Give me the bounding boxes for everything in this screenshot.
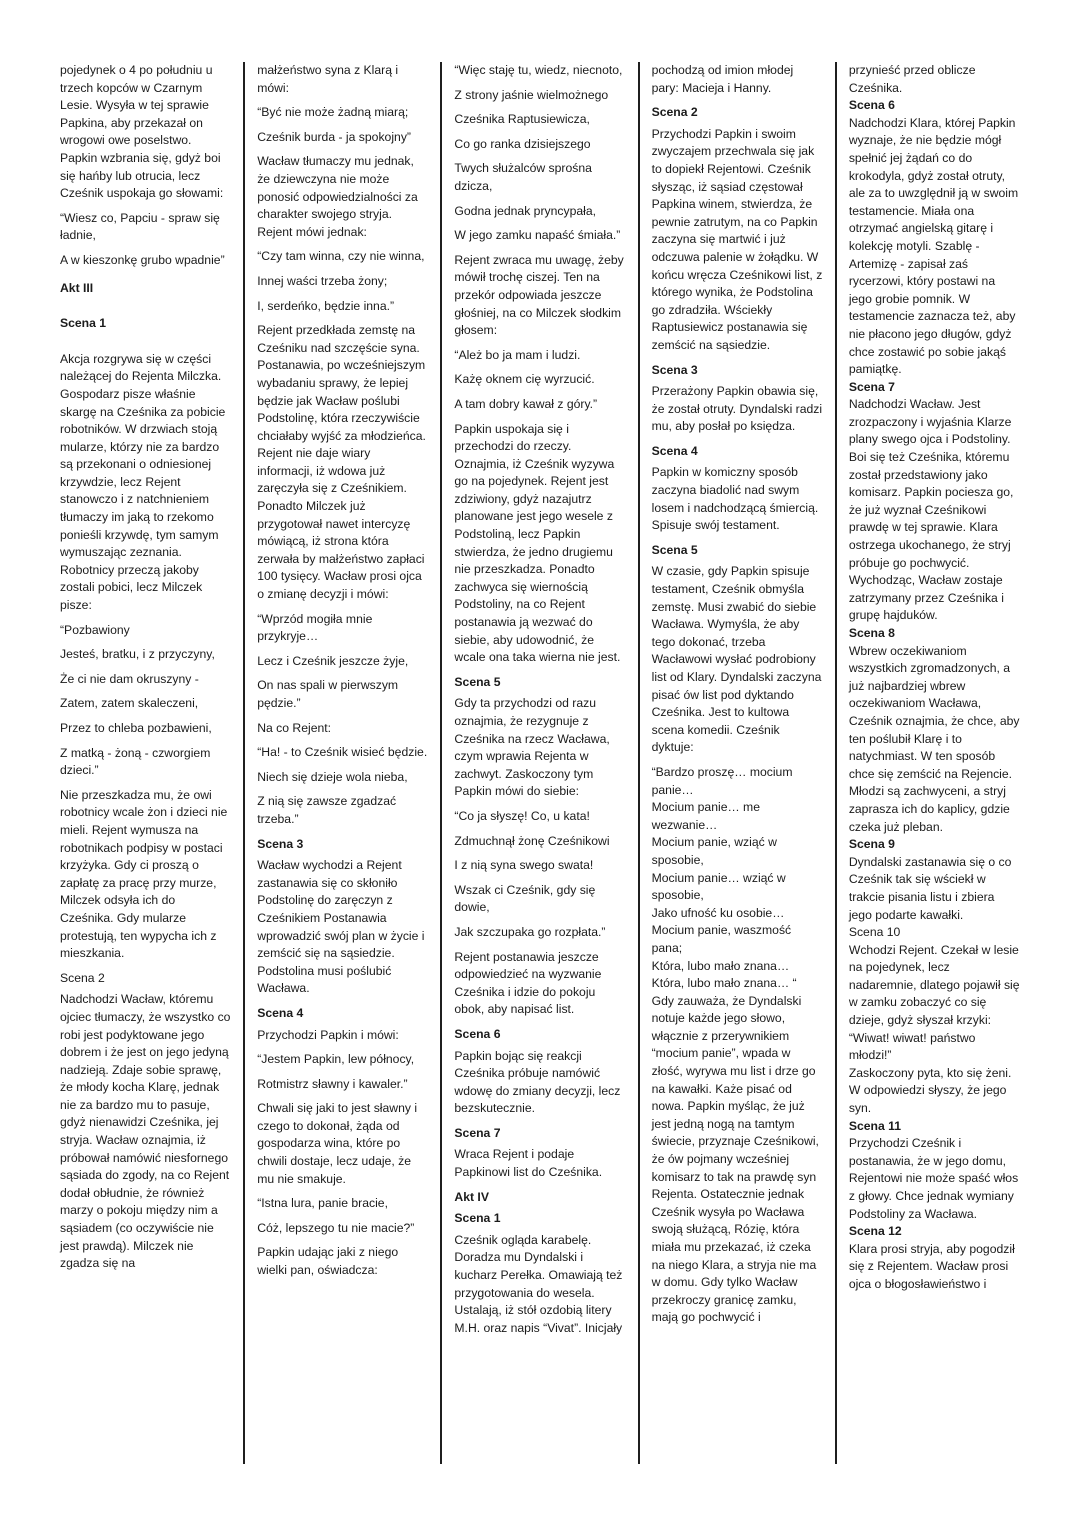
paragraph: Wacław wychodzi a Rejent zastanawia się co skłoniło Podstolinę do zaręczyn z Cześnikiem Postanawia wprowadzić swój plan w życie i zemścić się na sąsiedzie. Podstolina musi poślubić Wacława. [257,858,425,996]
paragraph: Lecz i Cześnik jeszcze żyje, [257,653,409,668]
section-heading: Scena 11 [848,1118,901,1133]
document-page [48,62,1032,1464]
paragraph: pochodzą od imion młodej pary: Macieja i Hanny. [651,63,794,95]
paragraph: Chwali się jaki to jest sławny i czego to dokonał, żąda od gospodarza wina, które po chwili dostaje, lecz udaje, że mu nie smakuje. [257,1101,418,1186]
paragraph: Która, lubo mało znana… [651,958,790,973]
paragraph: “Istna lura, panie bracie, [257,1196,388,1211]
paragraph: “Wiesz co, Papciu - spraw się ładnie, [60,210,220,243]
paragraph: A tam dobry kawał z góry.” [454,396,598,411]
paragraph: Cześnik burda - ja spokojny” [257,129,411,144]
paragraph: Akcja rozgrywa się w części należącej do Rejenta Milczka. Gospodarz pisze właśnie skargę na Cześnika za pobicie robotników. W drzwiach stoją mularze, którzy nie za bardzo są przekonani o odniesionej krzywdzie, lecz Rejent stanowczo i z natchnieniem tłumaczy im jaką to rzekomo ponieśli krzywdę, tym samym wymuszając zeznania. Robotnicy przeczą jakoby zostali pobici, lecz Milczek pisze: [60,351,226,613]
paragraph: Cześnika Raptusiewicza, [454,112,590,127]
paragraph: Wchodzi Rejent. Czekał w lesie na pojedynek, lecz nadaremnie, dlatego pojawił się w zamku zobaczyć co się dzieje, gdyż słyszał krzyki: [848,942,1020,1028]
text-column-5 [837,62,1032,1464]
paragraph: Rejent postanawia jeszcze odpowiedzieć na wyzwanie Cześnika i idzie do pokoju obok, aby napisać list. [454,949,602,1017]
paragraph: Zatem, zatem skaleczeni, [60,696,199,711]
paragraph: Przychodzi Papkin i mówi: [257,1027,399,1042]
paragraph: Nie przeszkadza mu, że owi robotnicy wcale żon i dzieci nie mieli. Rejent wymusza na robotnikach podpisy w postaci krzyżyka. Gdy ci proszą o zapłatę za pracę przy murze, Milczek odsyła ich do Cześnika. Gdy mularze protestują, ten wypycha ich z mieszkania. [60,787,228,961]
paragraph: Godna jednak pryncypała, [454,203,597,218]
paragraph: “Bardzo proszę… mocium panie… [651,764,793,797]
paragraph: Dyndalski zastanawia się o co Cześnik tak się wściekł w trakcie pisania listu i zbiera jego podarte kawałki. [848,854,1012,922]
paragraph: A w kieszonkę grubo wpadnie” [60,252,225,267]
text-column-4 [640,62,837,1464]
paragraph: Że ci nie dam okruszyny - [60,671,199,686]
paragraph: “Jestem Papkin, lew północy, [257,1052,415,1067]
paragraph: Cześnik ogląda karabelę. Doradza mu Dyndalski i kucharz Perełka. Omawiają też przygotowania do wesela. Ustalają, iż stół ozdobią litery M.H. oraz napis “Vivat”. Inicjały [454,1232,623,1335]
paragraph: Mocium panie… me wezwanie… [651,800,760,832]
paragraph: Klara prosi stryja, aby pogodził się z Rejentem. Wacław prosi ojca o błogosławieństwo i [848,1241,1015,1291]
text-column-1 [48,62,245,1464]
paragraph: Gdy zauważa, że Dyndalski notuje każde jego słowo, włącznie z przerywnikiem “mocium panie”, wpada w złość, wyrywa mu list i drze go na kawałki. Każe pisać od nowa. Papkin myśląc, że już jest jedną nogą na tamtym świecie, przyznaje Cześnikowi, że ów pojmany wcześniej komisarz to tak na prawdę syn Rejenta. Ostatecznie jednak Cześnik wysyła po Wacława swoją służącą, Rózię, która miała mu przekazać, iż czeka na niego Klara, a stryja nie ma w domu. Gdy tylko Wacław przekroczy granicę zamku, mają go pochwycić i [651,993,819,1325]
paragraph: Papkin udając jaki z niego wielki pan, oświadcza: [257,1245,399,1278]
paragraph: W jego zamku napaść śmiała.” [454,228,621,243]
paragraph: Zaskoczony pyta, kto się żeni. W odpowiedzi słyszy, że jego syn. [848,1065,1012,1116]
paragraph: “Wiwat! wiwat! państwo młodzi!” [848,1030,976,1063]
text-column-3 [442,62,639,1464]
paragraph: “Czy tam winna, czy nie winna, [257,249,425,264]
section-heading: Scena 2 [60,970,105,985]
paragraph: Na co Rejent: [257,720,332,735]
section-heading: Scena 1 [60,316,107,331]
section-heading: Scena 6 [454,1026,501,1041]
paragraph: Gdy ta przychodzi od razu oznajmia, że rezygnuje z Cześnika na rzecz Wacława, czym wprawia Rejenta w zachwyt. Zaskoczony tym Papkin mówi do siebie: [454,696,610,799]
section-heading: Scena 9 [848,837,895,852]
paragraph: Zdmuchnął żonę Cześnikowi [454,833,610,848]
section-heading: Scena 4 [651,443,698,458]
section-heading: Scena 7 [848,379,895,394]
paragraph: Jak szczupaka go rozpłata.” [454,924,606,939]
paragraph: “Ha! - to Cześnik wisieć będzie. [257,745,428,760]
paragraph: Która, lubo mało znana… “ [651,976,797,991]
paragraph: Niech się dzieje wola nieba, [257,769,408,784]
paragraph: Mocium panie, waszmość pana; [651,923,792,955]
section-heading: Scena 8 [848,626,895,640]
section-heading: Scena 6 [848,98,895,113]
paragraph: Każę oknem cię wyrzucić. [454,372,595,387]
section-heading: Scena 3 [651,362,698,377]
paragraph: “Więc staję tu, wiedz, niecnoto, [454,63,623,77]
paragraph: Rejent zwraca mu uwagę, żeby mówił trochę ciszej. Ten na przekór odpowiada jeszcze głośniej, na co Milczek słodkim głosem: [454,252,624,338]
paragraph: Papkin w komiczny sposób zaczyna biadolić nad swym losem i nadchodzącą śmiercią. Spisuje swój testament. [651,465,819,533]
paragraph: I, serdeńko, będzie inna.” [257,298,395,313]
section-heading: Scena 12 [848,1224,902,1239]
paragraph: Przychodzi Cześnik i postanawia, że w jego domu, Rejentowi nie może spaść włos z głowy. Chce jednak wymiany Podstoliny za Wacława. [848,1136,1019,1221]
paragraph: Nadchodzi Wacław. Jest zrozpaczony i wyjaśnia Klarze plany swego ojca i Podstoliny. Boi się też Cześnika, któremu został przedstawiony jako komisarz. Papkin pociesza go, że już wyznał Cześnikowi prawdę w tej sprawie. Klara ostrzega ukochanego, że stryj próbuje go pochwycić. Wychodząc, Wacław zostaje zatrzymany przez Cześnika i grupę hajduków. [848,397,1014,623]
paragraph: Papkin bojąc się reakcji Cześnika próbuje namówić wdowę do zmiany decyzji, lecz bezskutecznie. [454,1048,621,1116]
paragraph: Z nią się zawsze zgadzać trzeba.” [257,794,397,826]
paragraph: przynieść przed oblicze Cześnika. [848,63,976,95]
paragraph: Z matką - żoną - czworgiem dzieci.” [60,745,211,778]
section-heading: Scena 2 [651,105,698,120]
paragraph: “Być nie może żadną miarą; [257,105,409,120]
paragraph: Rejent przedkłada zemstę na Cześniku nad szczęście syna. Postanawia, po wcześniejszym wybadaniu sprawy, że lepiej będzie jak Wacław poślubi Podstolinę, która rzeczywiście chciałaby wyjść za młodzieńca. Rejent nie daje wiary informacji, iż wdowa już zaręczyła się z Cześnikiem. Ponadto Milczek już przygotował nawet intercyzę mówiącą, iż strona która zerwała by małżeństwo zapłaci 100 tysięcy. Wacław prosi ojca o zmianę decyzji i mówi: [257,323,426,602]
paragraph: Wbrew oczekiwaniom wszystkich zgromadzonych, a już najbardziej wbrew oczekiwaniom Wacława, Cześnik oznajmia, że chce, aby ten poślubił Klarę i to natychmiast. W ten sposób chce się zemścić na Rejencie. Młodzi są zachwyceni, a stryj zaprasza ich do kaplicy, gdzie czeka już pleban. [848,643,1020,834]
paragraph: Twych służalców sprośna dzicza, [454,161,592,193]
paragraph: Nadchodzi Wacław, któremu ojciec tłumaczy, że wszystko co robi jest podyktowane jego dobrem i że jest on jego jedyną nadzieją. Zdaje sobie sprawę, że młody kocha Klarę, jednak nie za bardzo mu to pasuje, gdyż nienawidzi Cześnika, jej stryja. Wacław oznajmia, iż próbował namówić niesfornego sąsiada do zgody, na co Rejent dodał obłudnie, że również marzy o pokoju między nim a sąsiadem (co oczywiście nie jest prawdą). Milczek nie zgadza się na [60,992,231,1271]
section-heading: Scena 7 [454,1125,501,1140]
text-column-2 [245,62,442,1464]
paragraph: Rotmistrz sławny i kawaler.” [257,1076,408,1091]
section-heading: Scena 5 [651,542,698,557]
paragraph: “Co ja słyszę! Co, u kata! [454,808,590,823]
section-heading: Scena 4 [257,1005,304,1020]
paragraph: On nas spali w pierwszym pędzie.” [257,678,399,710]
paragraph: “Ależ bo ja mam i ludzi. [454,347,581,362]
paragraph: małżeństwo syna z Klarą i mówi: [257,63,399,95]
section-heading: Scena 5 [454,674,501,689]
paragraph: “Wprzód mogiła mnie przykryje… [257,611,373,644]
section-heading: Scena 10 [848,925,901,940]
paragraph: W czasie, gdy Papkin spisuje testament, Cześnik obmyśla zemstę. Musi zwabić do siebie Wacława. Wymyśla, że aby tego dokonać, trzeba Wacławowi wysłać podrobiony list od Klary. Dyndalski zaczyna pisać ów list pod dyktando Cześnika. Jest to kultowa scena komedii. Cześnik dyktuje: [651,564,822,755]
paragraph: Papkin uspokaja się i przechodzi do rzeczy. Oznajmia, iż Cześnik wyzywa go na pojedynek. Rejent jest zdziwiony, gdyż nazajutrz planowane jest jego wesele z Podstoliną, lecz Papkin stwierdza, że jedno drugiemu nie przeszkadza. Ponadto zachwyca się wiernością Podstoliny, na co Rejent postanawia ją wezwać do siebie, aby udowodnić, że wcale ona taka wierna nie jest. [454,421,621,665]
paragraph: Mocium panie, wziąć w sposobie, [651,835,777,867]
paragraph: I z nią syna swego swata! [454,858,594,873]
paragraph: Jesteś, bratku, i z przyczyny, [60,647,215,662]
paragraph: Wszak ci Cześnik, gdy się dowie, [454,882,596,915]
paragraph: Jako ufność ku osobie… [651,905,785,920]
section-heading: Akt III [60,280,94,295]
section-heading: Scena 1 [454,1211,501,1226]
paragraph: Z strony jaśnie wielmożnego [454,87,609,102]
paragraph: Cóż, lepszego tu nie macie?” [257,1220,415,1235]
section-heading: Akt IV [454,1189,489,1204]
paragraph: Nadchodzi Klara, której Papkin wyznaje, że nie będzie mógł spełnić jej żądań co do krokodyla, gdyż został otruty, ale za to uwzględnił ją w swoim testamencie. Miała ona otrzymać angielską gitarę i kolekcję motyli. Szablę - Artemizę - zapisał zaś rycerzowi, który postawi na jego grobie pomnik. W testamencie zaznacza też, aby nie płacono jego długów, gdyż chce zostawić po sobie jakąś pamiątkę. [848,115,1019,377]
paragraph: Przychodzi Papkin i swoim zwyczajem przechwala się jak to dopiekł Rejentowi. Cześnik słysząc, iż sąsiad częstował Papkina winem, stwierdza, że pewnie zatrutym, na co Papkin zaczyna się martwić i już odczuwa palenie w żołądku. W końcu wręcza Cześnikowi list, z którego wynika, że Podstolina go zdradziła. Wściekły Raptusiewicz postanawia się zemścić na sąsiedzie. [651,126,823,352]
paragraph: Mocium panie… wziąć w sposobie, [651,870,786,903]
paragraph: “Pozbawiony [60,622,130,637]
paragraph: Wraca Rejent i podaje Papkinowi list do Cześnika. [454,1147,603,1180]
paragraph: Co go ranka dzisiejszego [454,136,591,151]
paragraph: Przerażony Papkin obawia się, że został otruty. Dyndalski radzi mu, aby posłał po księdza. [651,384,823,434]
section-heading: Scena 3 [257,836,304,851]
paragraph: pojedynek o 4 po południu u trzech kopców w Czarnym Lesie. Wysyła w tej sprawie Papkina, aby przekazał on wrogowi owe poselstwo. Papkin wzbrania się, gdyż boi się hańby lub otrucia, lecz Cześnik uspokaja go słowami: [60,63,224,201]
paragraph: Innej waści trzeba żony; [257,273,388,288]
paragraph: Wacław tłumaczy mu jednak, że dziewczyna nie może ponosić odpowiedzialności za charakter swojego stryja. Rejent mówi jednak: [257,154,418,239]
paragraph: Przez to chleba pozbawieni, [60,721,212,735]
